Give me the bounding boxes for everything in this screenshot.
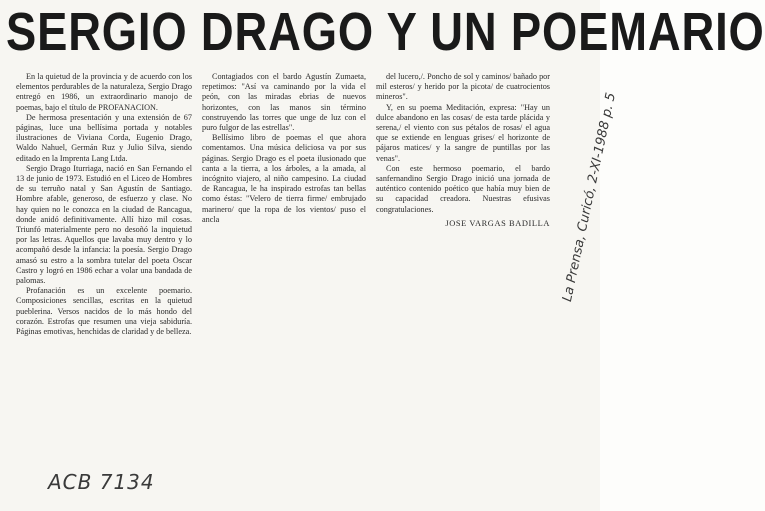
paragraph: Contagiados con el bardo Agustín Zumaeta, repetimos: "Así va caminando por la vida el peón, con las miradas ebrias de nuevos horizontes, con las manos sin término construyendo las torres que unge de luz con el puro fulgor de las estrellas". bbox=[202, 72, 366, 133]
paragraph: del lucero,/. Poncho de sol y caminos/ bañado por mil esteros/ y herido por la picota/ de cuatrocientos mineros". bbox=[376, 72, 550, 102]
paragraph: Bellísimo libro de poemas el que ahora comentamos. Una música deliciosa va por sus páginas. Sergio Drago es el poeta ilusionado que canta a la tierra, a los árboles, a la amada, al incógnito viajero, al niño campesino. La ciudad de Rancagua, le ha inspirado estrofas tan bellas como éstas: "Velero de tierra firme/ embrujado marinero/ que la ropa de los vientos/ puso el ancla bbox=[202, 133, 366, 224]
article-column-1 bbox=[16, 72, 192, 337]
paragraph: Con este hermoso poemario, el bardo sanfernandino Sergio Drago inició una jornada de auténtico contenido poético que había muy bien de su capacidad creadora. Nuestras efusivas congratulaciones. bbox=[376, 163, 550, 214]
handwritten-source-note: La Prensa, Curicó, 2-XI-1988 p. 5 bbox=[560, 91, 620, 304]
headline: SERGIO DRAGO Y UN POEMARIO bbox=[6, 2, 765, 62]
paragraph: Profanación es un excelente poemario. Composiciones sencillas, escritas en la quietud pueblerina. Versos nacidos de lo más hondo del corazón. Estrofas que resumen una vieja sabiduría. Páginas emotivas, henchidas de claridad y de belleza. bbox=[16, 286, 192, 337]
article-column-2 bbox=[202, 72, 366, 225]
article-column-3 bbox=[376, 72, 550, 229]
paragraph: Sergio Drago Iturriaga, nació en San Fernando el 13 de junio de 1973. Estudió en el Liceo de Hombres de su terruño natal y San Agustín de Santiago. Hombre afable, generoso, de esfuerzo y clase. No hay quien no le conozca en la ciudad de Rancagua, donde anidó definitivamente. Allí hizo mil cosas. Triunfó materialmente pero no desoñó la inquietud por las letras. Aquellos que lavaba muy dentro y lo acompañó desde la infancia: la poesía. Sergio Drago amasó su estro a la sombra tutelar del poeta Oscar Castro y logró en 1986 echar a volar una bandada de palomas. bbox=[16, 163, 192, 286]
paragraph: De hermosa presentación y una extensión de 67 páginas, luce una bellísima portada y notables ilustraciones de Viviana Corda, Eugenio Drago, Waldo Nahuel, Germán Ruz y Julio Silva, siendo editado en la Imprenta Lang Ltda. bbox=[16, 112, 192, 163]
paragraph: En la quietud de la provincia y de acuerdo con los elementos perdurables de la naturaleza, Sergio Drago entregó en 1986, un extraordinario manojo de poemas, bajo el título de PROFANACION. bbox=[16, 72, 192, 112]
paragraph: Y, en su poema Meditación, expresa: "Hay un dulce abandono en las cosas/ de esta tarde plácida y serena,/ el viento con sus pétalos de rosas/ el agua que se extiende en lenguas grises/ el horizonte de pájaros matices/ y la sangre de puntillas por las venas". bbox=[376, 102, 550, 163]
byline: JOSE VARGAS BADILLA bbox=[445, 218, 550, 228]
handwritten-archive-number: ACB 7134 bbox=[48, 470, 155, 494]
